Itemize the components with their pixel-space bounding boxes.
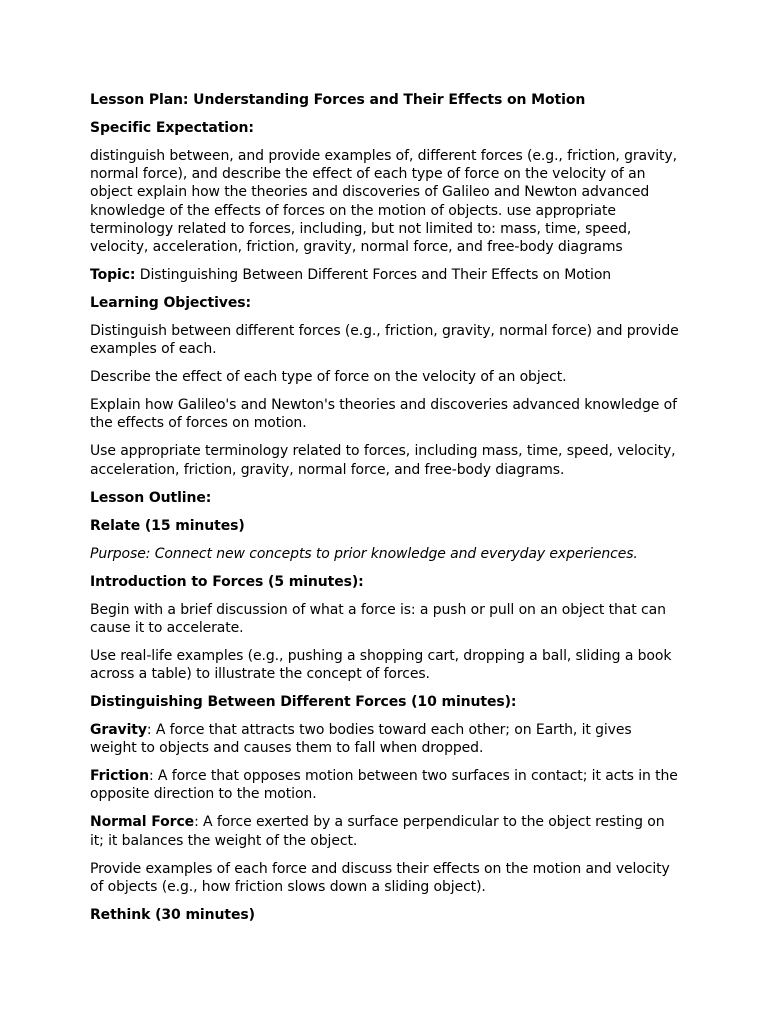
intro-paragraph: Begin with a brief discussion of what a force is: a push or pull on an object that can cause it to accelerate.	[90, 601, 666, 636]
objective-item: Describe the effect of each type of force on the velocity of an object.	[90, 369, 567, 386]
rethink-heading: Rethink (30 minutes)	[90, 906, 255, 923]
topic-label: Topic:	[90, 267, 136, 284]
learning-objectives-heading: Learning Objectives:	[90, 295, 251, 312]
topic-line	[90, 266, 680, 284]
specific-expectation-heading: Specific Expectation:	[90, 120, 254, 136]
force-item-friction	[90, 767, 680, 803]
relate-heading: Relate (15 minutes)	[90, 517, 245, 534]
intro-paragraph: Use real-life examples (e.g., pushing a shopping cart, dropping a ball, sliding a book across a table) to illustrate the concept of forces.	[90, 647, 672, 683]
lesson-outline-heading: Lesson Outline:	[90, 489, 212, 506]
objective-item: Explain how Galileo's and Newton's theories and discoveries advanced knowledge of the effects of forces on motion.	[90, 397, 677, 432]
document-title: Lesson Plan: Understanding Forces and Their Effects on Motion	[90, 92, 586, 108]
relate-purpose: Purpose: Connect new concepts to prior knowledge and everyday experiences.	[90, 545, 638, 562]
specific-expectation-text: distinguish between, and provide examples of, different forces (e.g., friction, gravity, normal force), and describe the effect of each type of force on the velocity of an object explain how the theories and discoveries of Galileo and Newton advanced knowledge of the effects of forces on the motion of objects. use appropriate terminology related to forces, including, but not limited to: mass, time, speed, velocity, acceleration, friction, gravity, normal force, and free-body diagrams	[90, 148, 677, 256]
distinguishing-heading: Distinguishing Between Different Forces (10 minutes):	[90, 694, 517, 711]
forces-examples: Provide examples of each force and discuss their effects on the motion and velocity of objects (e.g., how friction slows down a sliding object).	[90, 860, 670, 895]
objective-item: Use appropriate terminology related to forces, including mass, time, speed, velocity, acceleration, friction, gravity, normal force, and free-body diagrams.	[90, 443, 676, 478]
force-term: Friction	[90, 768, 149, 785]
force-term: Normal Force	[90, 814, 195, 831]
force-definition: : A force exerted by a surface perpendicular to the object resting on it; it balances the weight of the object.	[90, 814, 665, 849]
force-item-gravity	[90, 721, 680, 757]
intro-heading: Introduction to Forces (5 minutes):	[90, 573, 364, 590]
force-definition: : A force that opposes motion between two surfaces in contact; it acts in the opposite direction to the motion.	[90, 768, 678, 803]
force-term: Gravity	[90, 722, 147, 739]
topic-text: Distinguishing Between Different Forces and Their Effects on Motion	[135, 267, 612, 284]
force-item-normal-force	[90, 813, 680, 849]
objective-item: Distinguish between different forces (e.g., friction, gravity, normal force) and provide examples of each.	[90, 323, 679, 358]
force-definition: : A force that attracts two bodies toward each other; on Earth, it gives weight to objects and causes them to fall when dropped.	[90, 722, 632, 757]
